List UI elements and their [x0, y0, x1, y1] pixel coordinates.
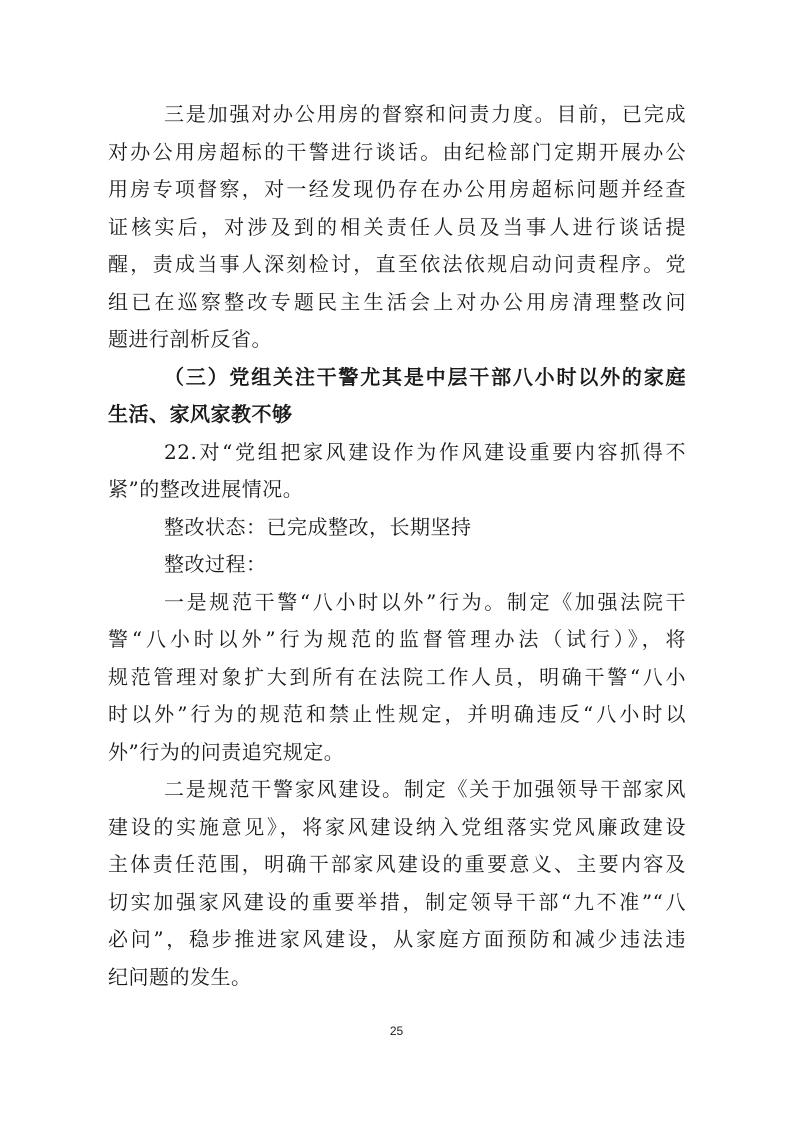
process-label: 整改过程： [164, 552, 267, 576]
text-line-2: 对办公用房超标的干警进行谈话。由纪检部门定期开展办公 [108, 139, 686, 164]
status-line: 整改状态：已完成整改，长期坚持 [164, 514, 472, 539]
section-heading-line-1: （三）党组关注干警尤其是中层干部八小时以外的家庭 [164, 364, 686, 389]
text-line-21: 主体责任范围，明确干部家风建设的重要意义、主要内容及 [108, 852, 686, 876]
text-line-5: 醒，责成当事人深刻检讨，直至依法依规启动问责程序。党 [108, 252, 686, 276]
text-line-22: 切实加强家风建设的重要举措，制定领导干部“九不准”“八 [108, 889, 686, 914]
text-line-6: 组已在巡察整改专题民主生活会上对办公用房清理整改问 [108, 289, 686, 314]
text-line-3: 用房专项督察，对一经发现仍存在办公用房超标问题并经查 [108, 177, 686, 201]
text-line-16: 规范管理对象扩大到所有在法院工作人员，明确干警“八小 [108, 664, 686, 689]
text-line-20: 建设的实施意见》，将家风建设纳入党组落实党风廉政建设 [108, 814, 686, 839]
text-line-24: 纪问题的发生。 [108, 964, 252, 989]
page-number: 25 [389, 1024, 404, 1038]
text-line-17: 时以外”行为的规范和禁止性规定，并明确违反“八小时以 [108, 702, 686, 726]
document-body [108, 96, 686, 996]
text-line-15: 警“八小时以外”行为规范的监督管理办法（试行）》，将 [108, 627, 686, 651]
text-line-14: 一是规范干警“八小时以外”行为。制定《加强法院干 [164, 589, 686, 614]
text-line-23: 必问”，稳步推进家风建设，从家庭方面预防和减少违法违 [108, 927, 686, 951]
text-line-11: 紧”的整改进展情况。 [108, 477, 304, 501]
text-line-18: 外”行为的问责追究规定。 [108, 739, 345, 764]
text-line-19: 二是规范干警家风建设。制定《关于加强领导干部家风 [164, 777, 686, 801]
text-line-7: 题进行剖析反省。 [108, 327, 272, 351]
text-line-4: 证核实后，对涉及到的相关责任人员及当事人进行谈话提 [108, 214, 686, 239]
text-line-1: 三是加强对办公用房的督察和问责力度。目前，已完成 [164, 102, 686, 126]
section-heading-line-2: 生活、家风家教不够 [108, 402, 293, 426]
text-line-10: 22.对“党组把家风建设作为作风建设重要内容抓得不 [164, 439, 686, 464]
